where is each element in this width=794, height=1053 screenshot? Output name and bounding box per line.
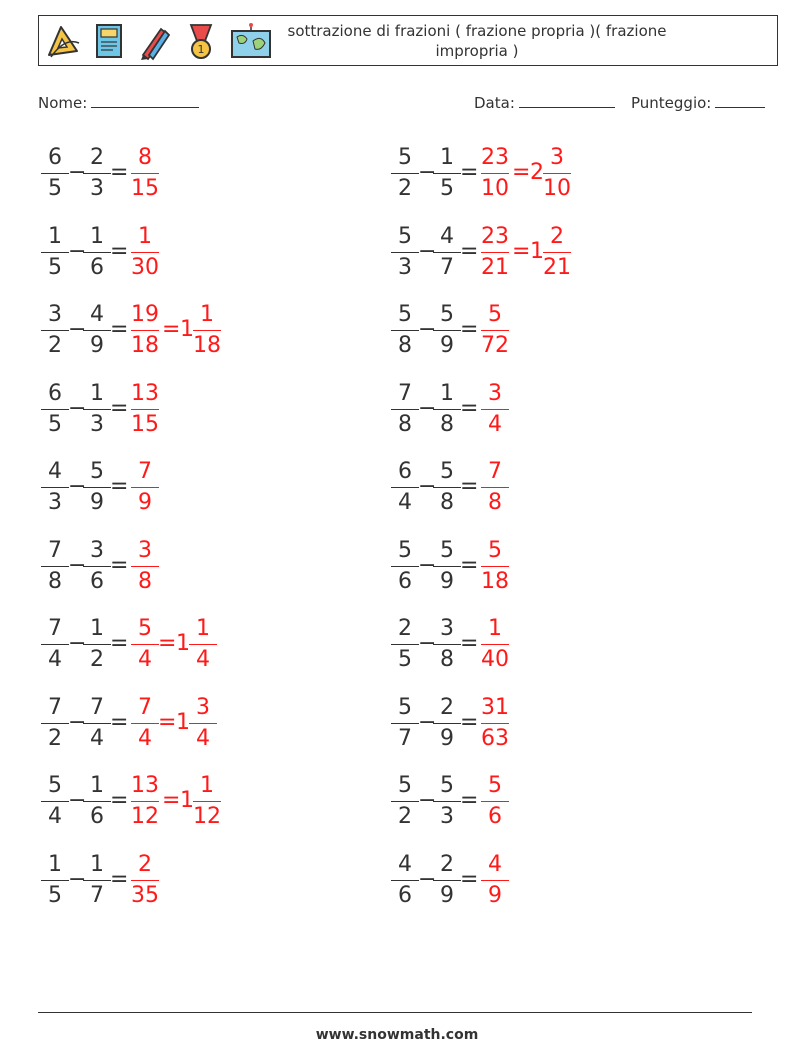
operand-b-numerator: 1	[90, 380, 104, 406]
answer-fraction-bar	[131, 566, 159, 567]
mixed-denominator: 21	[543, 254, 571, 280]
operand-b-bar	[83, 644, 111, 645]
minus-sign: −	[418, 866, 437, 892]
answer-equals-sign: =	[158, 709, 177, 735]
equals-sign: =	[110, 788, 129, 813]
answer-fraction-numerator: 31	[481, 694, 509, 720]
answer-fraction-denominator: 4	[138, 647, 152, 672]
operand-a-denominator: 8	[48, 568, 62, 594]
answer-fraction-denominator: 63	[481, 725, 509, 751]
operand-b-denominator: 6	[90, 568, 104, 594]
answer-equals-sign: =	[162, 788, 181, 813]
operand-a-bar	[41, 880, 69, 881]
operand-b-numerator: 1	[90, 616, 104, 641]
equals-sign: =	[460, 160, 479, 185]
operand-a-numerator: 5	[398, 694, 412, 720]
operand-a-bar	[391, 409, 419, 410]
problem-row	[390, 458, 730, 518]
minus-sign: −	[68, 474, 87, 499]
answer-fraction-denominator: 9	[488, 882, 502, 908]
operand-b-bar	[433, 409, 461, 410]
operand-b-denominator: 3	[440, 804, 454, 829]
minus-sign: −	[68, 709, 87, 735]
problem-row	[390, 537, 730, 597]
operand-b-denominator: 9	[90, 490, 104, 515]
operand-a-denominator: 4	[398, 490, 412, 515]
operand-b-numerator: 2	[440, 694, 454, 720]
operand-b-bar	[433, 880, 461, 881]
operand-a-denominator: 7	[398, 725, 412, 751]
operand-b-bar	[433, 487, 461, 488]
operand-a-numerator: 3	[48, 302, 62, 327]
answer-fraction-bar	[131, 880, 159, 881]
answer-fraction-numerator: 7	[138, 459, 152, 484]
operand-a-denominator: 2	[398, 176, 412, 201]
map-icon	[229, 21, 273, 61]
operand-a-numerator: 4	[398, 851, 412, 877]
answer-fraction-bar	[131, 409, 159, 410]
operand-a-bar	[391, 644, 419, 645]
operand-a-bar	[391, 723, 419, 724]
operand-a-numerator: 1	[48, 223, 62, 249]
operand-a-bar	[391, 566, 419, 567]
minus-sign: −	[68, 395, 87, 421]
minus-sign: −	[418, 631, 437, 656]
operand-a-denominator: 4	[48, 647, 62, 672]
operand-a-denominator: 5	[398, 647, 412, 672]
minus-sign: −	[68, 788, 87, 813]
answer-fraction-denominator: 12	[131, 804, 159, 829]
operand-b-bar	[83, 487, 111, 488]
mixed-denominator: 4	[196, 647, 210, 672]
equals-sign: =	[460, 709, 479, 735]
operand-b-numerator: 5	[440, 537, 454, 563]
answer-fraction-numerator: 3	[488, 380, 502, 406]
answer-fraction-bar	[131, 487, 159, 488]
operand-b-bar	[433, 723, 461, 724]
operand-a-numerator: 5	[398, 223, 412, 249]
operand-a-denominator: 2	[48, 725, 62, 751]
operand-b-denominator: 9	[440, 725, 454, 751]
answer-fraction-denominator: 9	[138, 490, 152, 515]
mixed-bar	[543, 173, 571, 174]
operand-a-numerator: 6	[398, 459, 412, 484]
operand-b-numerator: 2	[90, 145, 104, 170]
operand-b-numerator: 7	[90, 694, 104, 720]
operand-b-bar	[83, 880, 111, 881]
minus-sign: −	[68, 552, 87, 578]
answer-fraction-numerator: 4	[488, 851, 502, 877]
date-field	[474, 92, 615, 112]
answer-fraction-numerator: 2	[138, 851, 152, 877]
problem-row	[40, 772, 380, 832]
equals-sign: =	[110, 709, 129, 735]
problem-row	[390, 615, 730, 675]
operand-a-numerator: 5	[48, 773, 62, 798]
answer-fraction-denominator: 6	[488, 804, 502, 829]
operand-a-bar	[391, 173, 419, 174]
operand-a-denominator: 8	[398, 411, 412, 437]
problem-row	[390, 772, 730, 832]
operand-a-numerator: 7	[398, 380, 412, 406]
operand-b-numerator: 5	[440, 773, 454, 798]
equals-sign: =	[460, 474, 479, 499]
operand-b-numerator: 3	[90, 537, 104, 563]
operand-a-bar	[41, 173, 69, 174]
mixed-bar	[189, 723, 217, 724]
answer-fraction-denominator: 8	[138, 568, 152, 594]
name-label: Nome:	[38, 94, 88, 112]
operand-b-denominator: 3	[90, 176, 104, 201]
mixed-denominator: 12	[193, 804, 221, 829]
problem-row	[40, 615, 380, 675]
answer-fraction-denominator: 4	[488, 411, 502, 437]
answer-fraction-denominator: 15	[131, 176, 159, 201]
operand-b-bar	[433, 644, 461, 645]
date-blank	[519, 92, 615, 108]
minus-sign: −	[68, 866, 87, 892]
operand-a-bar	[41, 252, 69, 253]
answer-fraction-bar	[481, 487, 509, 488]
operand-a-bar	[41, 487, 69, 488]
operand-a-bar	[41, 801, 69, 802]
footer-url: www.snowmath.com	[315, 1027, 479, 1043]
answer-fraction-numerator: 5	[488, 773, 502, 798]
minus-sign: −	[418, 160, 437, 185]
mixed-numerator: 3	[550, 145, 564, 170]
answer-fraction-denominator: 18	[131, 333, 159, 358]
operand-b-numerator: 4	[440, 223, 454, 249]
operand-b-denominator: 4	[90, 725, 104, 751]
answer-fraction-bar	[131, 723, 159, 724]
operand-b-bar	[83, 173, 111, 174]
answer-fraction-bar	[481, 880, 509, 881]
operand-a-denominator: 5	[48, 254, 62, 280]
problem-row	[40, 458, 380, 518]
operand-a-denominator: 6	[398, 568, 412, 594]
mixed-numerator: 1	[200, 302, 214, 327]
operand-a-numerator: 7	[48, 694, 62, 720]
minus-sign: −	[68, 238, 87, 264]
operand-b-denominator: 9	[440, 333, 454, 358]
operand-b-denominator: 9	[90, 333, 104, 358]
operand-a-numerator: 7	[48, 537, 62, 563]
answer-fraction-denominator: 4	[138, 725, 152, 751]
answer-fraction-denominator: 72	[481, 333, 509, 358]
answer-fraction-bar	[481, 330, 509, 331]
answer-fraction-denominator: 21	[481, 254, 509, 280]
operand-a-numerator: 5	[398, 302, 412, 327]
equals-sign: =	[460, 866, 479, 892]
answer-fraction-numerator: 5	[488, 537, 502, 563]
operand-a-denominator: 2	[48, 333, 62, 358]
operand-a-bar	[391, 880, 419, 881]
operand-a-bar	[391, 330, 419, 331]
answer-fraction-bar	[481, 566, 509, 567]
answer-fraction-numerator: 7	[488, 459, 502, 484]
answer-fraction-denominator: 40	[481, 647, 509, 672]
operand-b-denominator: 3	[90, 411, 104, 437]
answer-fraction-numerator: 13	[131, 773, 159, 798]
operand-a-bar	[41, 644, 69, 645]
problem-row	[40, 144, 380, 204]
mixed-bar	[193, 330, 221, 331]
operand-b-bar	[83, 252, 111, 253]
problem-row	[390, 301, 730, 361]
problem-row	[40, 851, 380, 911]
answer-fraction-numerator: 13	[131, 380, 159, 406]
mixed-bar	[193, 801, 221, 802]
operand-a-denominator: 2	[398, 804, 412, 829]
answer-fraction-bar	[481, 409, 509, 410]
answer-fraction-bar	[131, 644, 159, 645]
mixed-denominator: 4	[196, 725, 210, 751]
score-blank	[715, 92, 765, 108]
operand-a-bar	[391, 487, 419, 488]
operand-a-denominator: 5	[48, 411, 62, 437]
mixed-numerator: 2	[550, 223, 564, 249]
equals-sign: =	[110, 631, 129, 656]
operand-b-bar	[433, 566, 461, 567]
operand-b-denominator: 2	[90, 647, 104, 672]
operand-b-denominator: 9	[440, 882, 454, 908]
operand-a-numerator: 5	[398, 145, 412, 170]
equals-sign: =	[110, 160, 129, 185]
problem-row	[390, 851, 730, 911]
answer-fraction-bar	[481, 252, 509, 253]
operand-a-numerator: 7	[48, 616, 62, 641]
operand-a-bar	[41, 409, 69, 410]
equals-sign: =	[110, 866, 129, 892]
operand-b-numerator: 5	[440, 459, 454, 484]
operand-b-numerator: 1	[440, 145, 454, 170]
answer-fraction-numerator: 5	[138, 616, 152, 641]
operand-b-bar	[433, 801, 461, 802]
answer-fraction-numerator: 1	[488, 616, 502, 641]
answer-fraction-numerator: 23	[481, 145, 509, 170]
operand-a-denominator: 3	[398, 254, 412, 280]
equals-sign: =	[110, 395, 129, 421]
answer-fraction-bar	[481, 173, 509, 174]
operand-b-bar	[83, 409, 111, 410]
minus-sign: −	[418, 552, 437, 578]
problem-row	[40, 223, 380, 283]
problem-row	[390, 144, 730, 204]
worksheet-title: sottrazione di frazioni ( frazione propria )( frazione impropria )	[287, 22, 667, 60]
medal-icon	[183, 21, 219, 61]
equals-sign: =	[460, 317, 479, 342]
score-field	[631, 92, 765, 112]
operand-a-denominator: 6	[398, 882, 412, 908]
equals-sign: =	[110, 474, 129, 499]
mixed-numerator: 3	[196, 694, 210, 720]
equals-sign: =	[110, 317, 129, 342]
answer-equals-sign: =	[158, 631, 177, 656]
minus-sign: −	[418, 317, 437, 342]
minus-sign: −	[418, 474, 437, 499]
answer-fraction-numerator: 3	[138, 537, 152, 563]
score-label: Punteggio:	[631, 94, 712, 112]
equals-sign: =	[460, 788, 479, 813]
operand-b-denominator: 7	[90, 882, 104, 908]
answer-fraction-denominator: 8	[488, 490, 502, 515]
operand-a-numerator: 4	[48, 459, 62, 484]
answer-fraction-denominator: 35	[131, 882, 159, 908]
answer-fraction-bar	[131, 173, 159, 174]
minus-sign: −	[68, 317, 87, 342]
problem-row	[390, 223, 730, 283]
operand-b-bar	[83, 801, 111, 802]
equals-sign: =	[110, 238, 129, 264]
operand-a-bar	[41, 566, 69, 567]
mixed-denominator: 18	[193, 333, 221, 358]
operand-b-denominator: 6	[90, 254, 104, 280]
operand-a-numerator: 1	[48, 851, 62, 877]
equals-sign: =	[460, 552, 479, 578]
operand-a-bar	[391, 252, 419, 253]
operand-a-denominator: 4	[48, 804, 62, 829]
answer-fraction-bar	[481, 644, 509, 645]
operand-b-denominator: 8	[440, 490, 454, 515]
minus-sign: −	[418, 709, 437, 735]
answer-equals-sign: =	[512, 238, 531, 264]
operand-b-bar	[83, 566, 111, 567]
answer-fraction-numerator: 19	[131, 302, 159, 327]
name-field	[38, 92, 199, 112]
operand-b-denominator: 9	[440, 568, 454, 594]
mixed-whole-number: 1	[180, 317, 194, 342]
answer-fraction-bar	[481, 723, 509, 724]
mixed-numerator: 1	[196, 616, 210, 641]
operand-a-denominator: 5	[48, 176, 62, 201]
operand-b-bar	[83, 330, 111, 331]
operand-a-denominator: 5	[48, 882, 62, 908]
answer-equals-sign: =	[512, 160, 531, 185]
answer-fraction-numerator: 7	[138, 694, 152, 720]
minus-sign: −	[68, 160, 87, 185]
operand-a-denominator: 8	[398, 333, 412, 358]
problem-row	[40, 301, 380, 361]
operand-b-numerator: 1	[90, 223, 104, 249]
equals-sign: =	[460, 395, 479, 421]
operand-a-numerator: 5	[398, 773, 412, 798]
operand-b-bar	[433, 252, 461, 253]
date-label: Data:	[474, 94, 515, 112]
operand-b-denominator: 5	[440, 176, 454, 201]
equals-sign: =	[460, 631, 479, 656]
answer-fraction-bar	[131, 252, 159, 253]
operand-a-numerator: 6	[48, 380, 62, 406]
minus-sign: −	[68, 631, 87, 656]
operand-b-bar	[433, 330, 461, 331]
answer-fraction-numerator: 5	[488, 302, 502, 327]
mixed-bar	[543, 252, 571, 253]
operand-b-numerator: 1	[90, 851, 104, 877]
equals-sign: =	[110, 552, 129, 578]
operand-b-bar	[433, 173, 461, 174]
operand-a-numerator: 2	[398, 616, 412, 641]
operand-b-numerator: 1	[90, 773, 104, 798]
operand-b-bar	[83, 723, 111, 724]
equals-sign: =	[460, 238, 479, 264]
minus-sign: −	[418, 238, 437, 264]
worksheet-header	[38, 15, 778, 66]
book-icon	[91, 21, 127, 61]
answer-fraction-denominator: 18	[481, 568, 509, 594]
problem-row	[390, 694, 730, 754]
mixed-denominator: 10	[543, 176, 571, 201]
problem-row	[40, 537, 380, 597]
operand-b-denominator: 8	[440, 411, 454, 437]
mixed-whole-number: 1	[180, 788, 194, 813]
answer-fraction-denominator: 10	[481, 176, 509, 201]
mixed-whole-number: 1	[530, 238, 544, 264]
minus-sign: −	[418, 395, 437, 421]
operand-b-denominator: 7	[440, 254, 454, 280]
operand-b-numerator: 5	[90, 459, 104, 484]
answer-fraction-denominator: 15	[131, 411, 159, 437]
answer-fraction-numerator: 8	[138, 145, 152, 170]
operand-a-bar	[41, 723, 69, 724]
answer-fraction-bar	[131, 330, 159, 331]
operand-b-numerator: 2	[440, 851, 454, 877]
mixed-numerator: 1	[200, 773, 214, 798]
answer-fraction-denominator: 30	[131, 254, 159, 280]
operand-b-denominator: 8	[440, 647, 454, 672]
operand-b-numerator: 3	[440, 616, 454, 641]
operand-a-numerator: 5	[398, 537, 412, 563]
problem-row	[40, 694, 380, 754]
mixed-whole-number: 2	[530, 160, 544, 185]
header-icons	[45, 20, 273, 62]
operand-b-numerator: 1	[440, 380, 454, 406]
answer-fraction-bar	[131, 801, 159, 802]
set-square-icon	[45, 21, 81, 61]
operand-a-bar	[391, 801, 419, 802]
operand-a-numerator: 6	[48, 145, 62, 170]
operand-b-denominator: 6	[90, 804, 104, 829]
footer-divider	[38, 1012, 752, 1013]
mixed-whole-number: 1	[176, 709, 190, 735]
svg-text:1: 1	[197, 43, 205, 56]
name-blank	[91, 92, 199, 108]
mixed-whole-number: 1	[176, 631, 190, 656]
answer-fraction-numerator: 1	[138, 223, 152, 249]
problem-row	[40, 380, 380, 440]
answer-equals-sign: =	[162, 317, 181, 342]
operand-b-numerator: 5	[440, 302, 454, 327]
pencils-icon	[137, 21, 173, 61]
problem-row	[390, 380, 730, 440]
operand-a-denominator: 3	[48, 490, 62, 515]
answer-fraction-numerator: 23	[481, 223, 509, 249]
operand-b-numerator: 4	[90, 302, 104, 327]
minus-sign: −	[418, 788, 437, 813]
mixed-bar	[189, 644, 217, 645]
answer-fraction-bar	[481, 801, 509, 802]
operand-a-bar	[41, 330, 69, 331]
